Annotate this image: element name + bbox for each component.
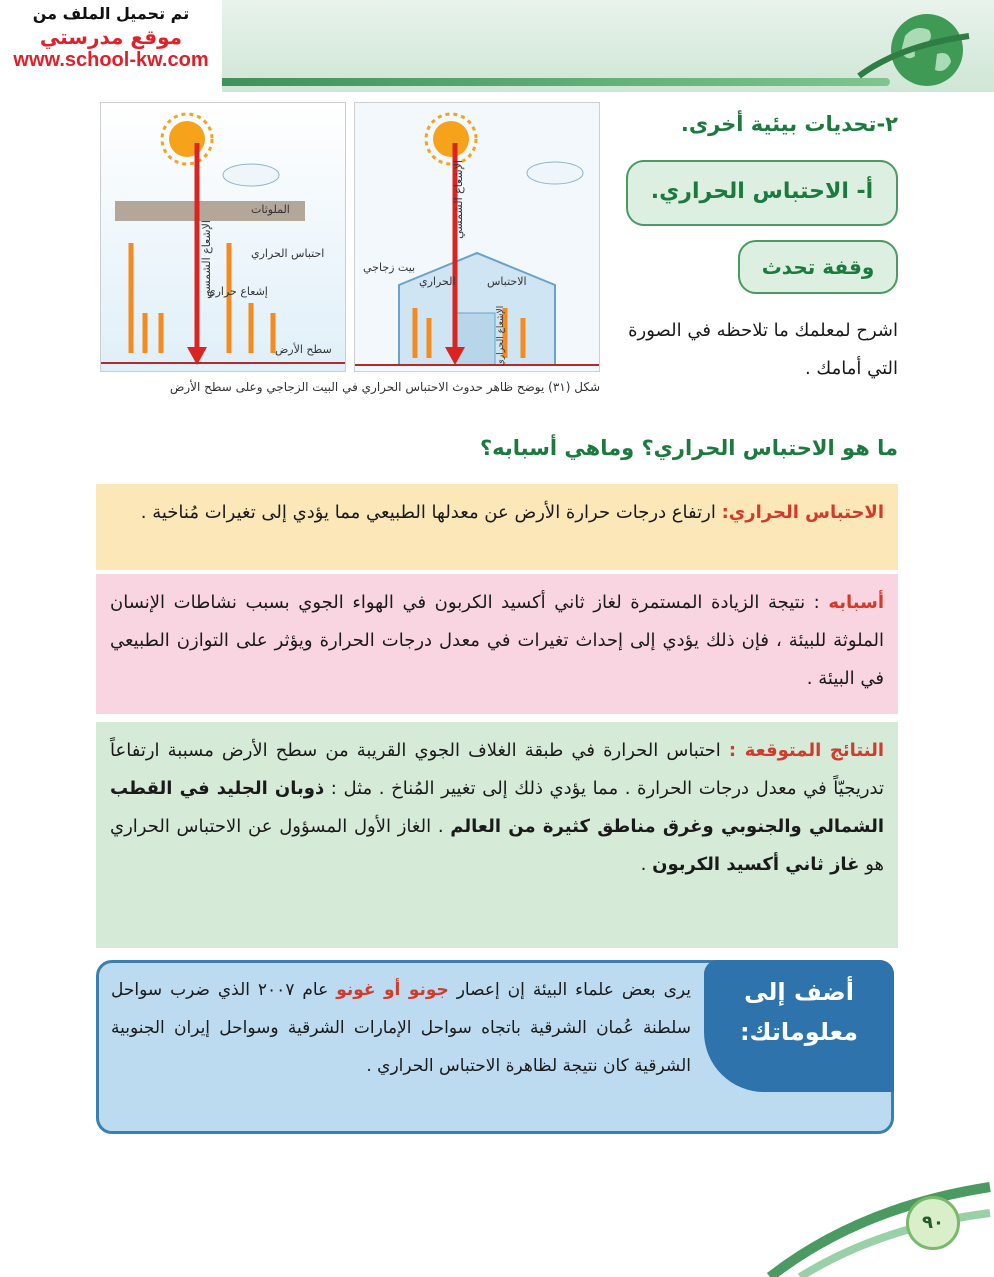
info-box [96,960,894,1134]
label-solar-radiation-right: الإشعاع الشمسي [451,160,465,239]
info-text-1: يرى بعض علماء البيئة إن إعصار [448,980,692,1000]
causes-term: أسبابه [828,592,884,613]
causes-box [96,574,898,714]
greenhouse-illustration [355,103,600,372]
top-divider [200,78,890,86]
info-tag-line2: معلوماتك: [739,1018,859,1046]
results-text-3: . [640,854,653,875]
earth-panel [100,102,346,372]
results-bold-2: غاز ثاني أكسيد الكربون [652,854,860,875]
watermark [0,0,222,98]
results-box [96,722,898,948]
definition-text: ارتفاع درجات حرارة الأرض عن معدلها الطبيعي مما يؤدي إلى تغيرات مُناخية . [140,502,722,523]
instruction-text: اشرح لمعلمك ما تلاحظه في الصورة التي أمامك . [628,320,898,379]
label-retention: الاحتباس [487,275,527,288]
page-number: ٩٠ [906,1196,960,1250]
label-heat-retention: احتباس الحراري [251,247,325,260]
definition-box [96,484,898,570]
label-thermal: الحراري [419,275,456,288]
section-title: ٢-تحديات بيئية أخرى. [680,112,898,136]
question-heading: ما هو الاحتباس الحراري؟ وماهي أسبابه؟ [479,436,898,460]
watermark-line1: تم تحميل الملف من [32,4,190,23]
watermark-line2: موقع مدرستي [39,25,183,49]
results-bold-1: ذوبان الجليد في القطب الشمالي والجنوبي وغرق مناطق كثيرة من العالم [110,778,885,837]
label-earth-surface: سطح الأرض [275,343,332,356]
causes-text: : نتيجة الزيادة المستمرة لغاز ثاني أكسيد الكربون في الهواء الجوي بسبب نشاطات الإنسان الملوثة للبيئة ، فإن ذلك يؤدي إلى إحداث تغيرات في معدل درجات الحرارة ويؤثر على التوازن الطبيعي في البيئة . [110,592,884,689]
info-text-2: عام ٢٠٠٧ الذي ضرب سواحل سلطنة عُمان الشرقية باتجاه سواحل الإمارات الشرقية وسواحل إيران الجنوبية الشرقية كان نتيجة لظاهرة الاحتباس الحراري . [111,980,691,1076]
info-tag [704,960,894,1092]
topic-pill: أ- الاحتباس الحراري. [626,160,898,226]
figure-caption: شكل (٣١) يوضح ظاهر حدوث الاحتباس الحراري في البيت الزجاجي وعلى سطح الأرض [169,380,600,394]
talk-pause-pill: وقفة تحدث [738,240,898,294]
info-text [111,971,691,1085]
label-solar-radiation-left: الإشعاع الشمسي [199,220,213,299]
label-thermal-radiation: الإشعاع الحراري [496,305,507,367]
results-text-1: احتباس الحرارة في طبقة الغلاف الجوي القريبة من سطح الأرض مسببة ارتفاعاً تدريجيّاً في معدل درجات الحرارة . مما يؤدي ذلك إلى تغيير المُناخ . مثل : [110,740,884,799]
info-tag-line1: أضف إلى [744,978,854,1006]
label-heat-radiation: إشعاع حراري [207,285,268,298]
greenhouse-panel [354,102,600,372]
results-text-2: . الغاز الأول المسؤول عن الاحتباس الحراري هو [110,816,884,875]
label-pollutants: الملوثات [251,203,290,216]
label-greenhouse: بيت زجاجي [363,261,416,274]
greenhouse-figure [100,102,600,372]
earth-illustration [101,103,346,372]
storm-name: جونو أو غونو [336,980,449,1000]
results-term: النتائج المتوقعة : [728,740,885,761]
watermark-url[interactable]: www.school-kw.com [13,49,209,71]
globe-icon [855,6,975,92]
definition-term: الاحتباس الحراري: [721,502,884,523]
